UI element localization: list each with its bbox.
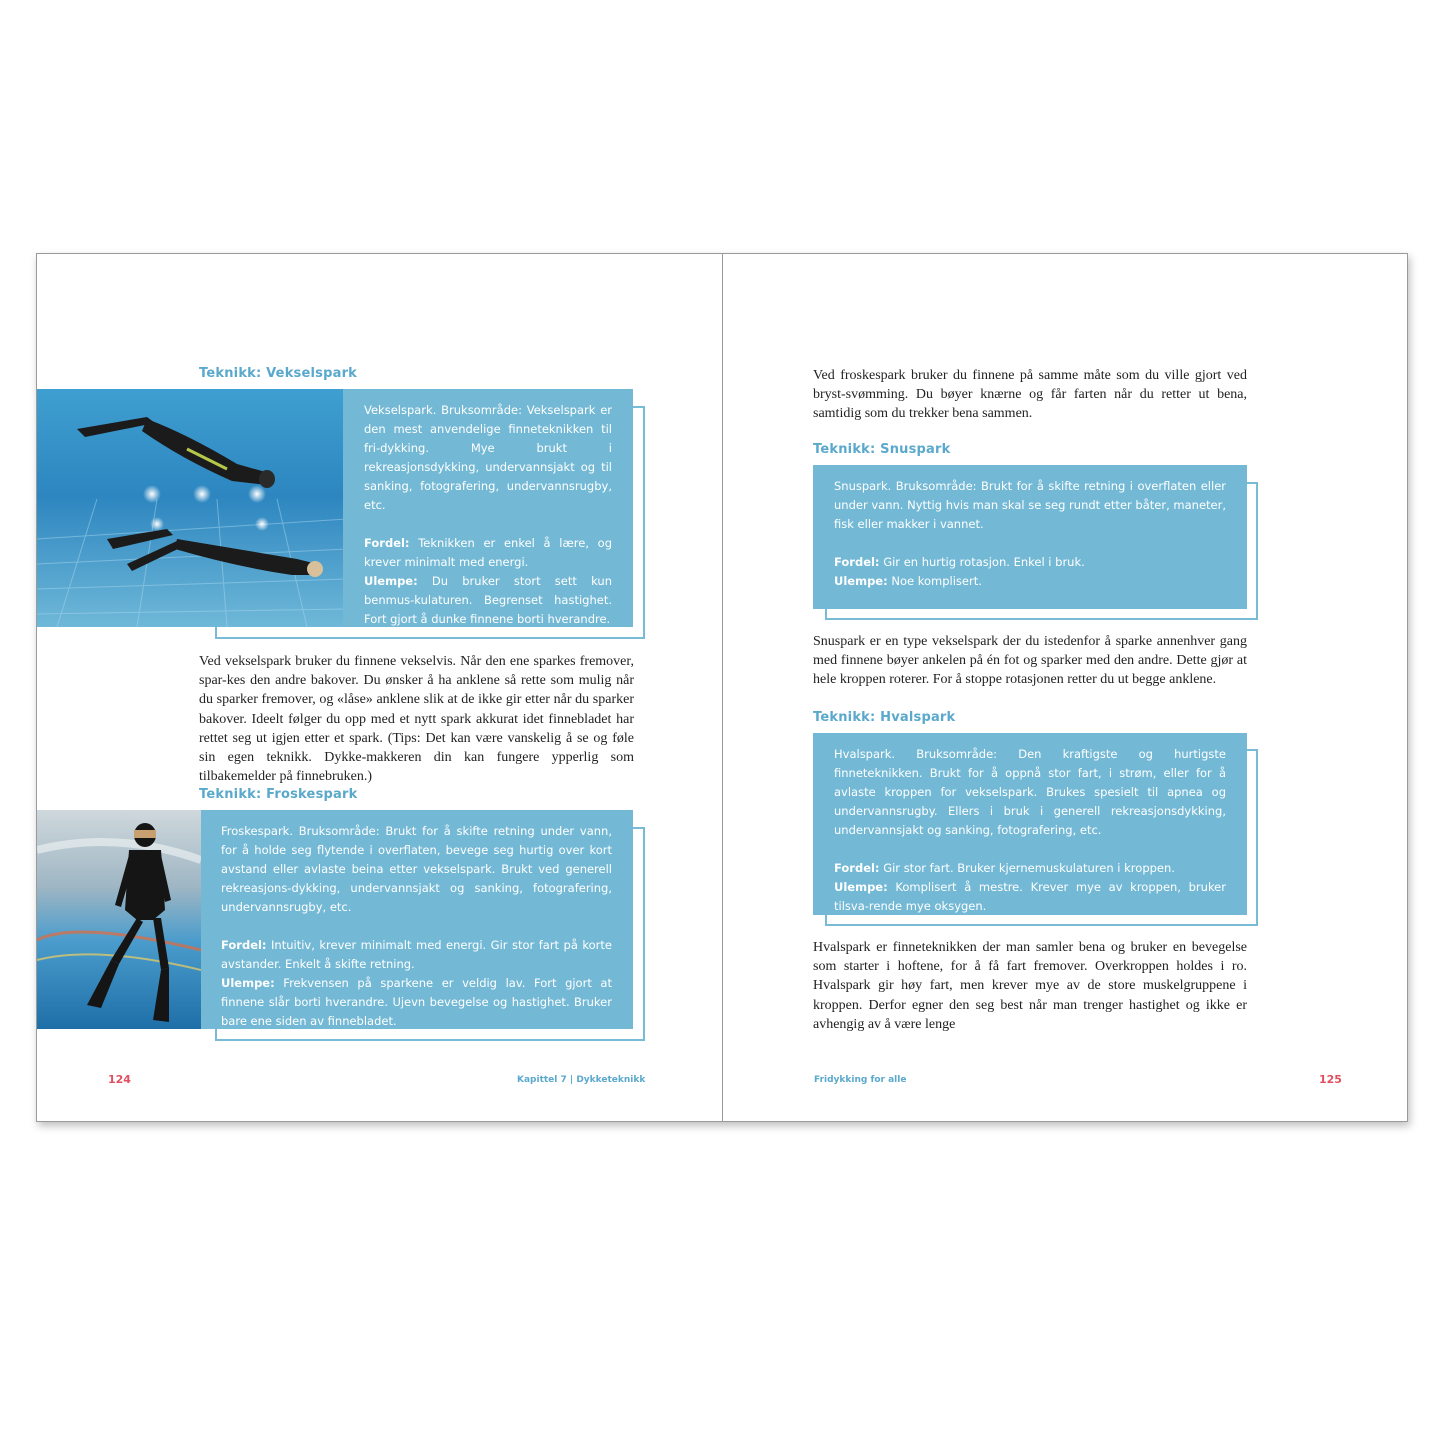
ulempe-label: Ulempe: bbox=[364, 574, 418, 588]
fordel-text: Gir en hurtig rotasjon. Enkel i bruk. bbox=[879, 555, 1085, 569]
fordel-text: Intuitiv, krever minimalt med energi. Gir stor fart på korte avstander. Enkelt å skifte retning. bbox=[221, 938, 612, 971]
hvalspark-fordel bbox=[834, 859, 1226, 878]
body-froskespark bbox=[813, 366, 1247, 424]
heading-snuspark: Teknikk: Snuspark bbox=[813, 442, 951, 457]
vekselspark-ulempe bbox=[364, 572, 612, 629]
fordel-label: Fordel: bbox=[221, 938, 267, 952]
info-box-snuspark bbox=[813, 465, 1247, 609]
fordel-text: Gir stor fart. Bruker kjernemuskulaturen i kroppen. bbox=[879, 861, 1175, 875]
ulempe-text: Frekvensen på sparkene er veldig lav. Fort gjort at finnene slår borti hverandre. Ujevn bevegelse og hastighet. Bruker bare ene siden av finnebladet. bbox=[221, 976, 612, 1028]
froskespark-ulempe bbox=[221, 974, 612, 1031]
page-number-left: 124 bbox=[108, 1073, 131, 1086]
fordel-text: Teknikken er enkel å lære, og krever minimalt med energi. bbox=[364, 536, 612, 569]
vekselspark-fordel bbox=[364, 534, 612, 572]
snuspark-fordel bbox=[834, 553, 1226, 572]
running-head-right: Fridykking for alle bbox=[814, 1075, 907, 1085]
standing-diver-illustration bbox=[37, 810, 201, 1029]
pool-divers-illustration bbox=[37, 389, 347, 627]
froskespark-fordel bbox=[221, 936, 612, 974]
fordel-label: Fordel: bbox=[834, 861, 880, 875]
vekselspark-intro: Vekselspark. Bruksområde: Vekselspark er den mest anvendelige finneteknikken til fri-dykking. Mye brukt i rekreasjonsdykking, undervannsjakt og til sanking, fotografering, undervannsrugby, etc. bbox=[364, 403, 612, 512]
info-box-vekselspark bbox=[343, 389, 633, 627]
body-hvalspark-paragraph: Hvalspark er finneteknikken der man samler bena og bruker en bevegelse som starter i hoftene, for å få fart fremover. Overkroppen holdes i ro. Hvalspark gir høy fart, men krever mye av de store muskelgruppene i kroppen. Derfor egner den seg best når man trenger hastighet og ikke er avhengig av å være lenge bbox=[813, 940, 1247, 1032]
snuspark-intro: Snuspark. Bruksområde: Brukt for å skifte retning i overflaten eller under vann. Nyttig hvis man skal se seg rundt etter båter, maneter, fisk eller makker i vannet. bbox=[834, 479, 1226, 531]
body-snuspark-paragraph: Snuspark er en type vekselspark der du istedenfor å sparke annenhver gang med finnene bøyer ankelen på én fot og sparker med den andre. Dette gjør at hele kroppen roterer. For å stoppe rotasjonen retter du ut begge anklene. bbox=[813, 634, 1247, 688]
info-box-froskespark bbox=[201, 810, 633, 1029]
page-number-right: 125 bbox=[1319, 1073, 1342, 1086]
body-vekselspark-paragraph: Ved vekselspark bruker du finnene vekselvis. Når den ene sparkes fremover, spar-kes den andre bakover. Du ønsker å ha anklene så rette som mulig når du sparker fremover, og «låse» anklene slik at de ikke gir etter når du sparker bakover. Ideelt følger du opp med et nytt spark akkurat idet finnebladet har rettet seg ut igjen etter et spark. (Tips: Det kan være vanskelig å se og føle sin egen teknikk. Dykke-makkeren din kan fungere ypperlig som tilbakemelder på finnebruken.) bbox=[199, 654, 634, 785]
left-page bbox=[37, 254, 722, 1121]
heading-vekselspark: Teknikk: Vekselspark bbox=[199, 366, 358, 381]
ulempe-text: Noe komplisert. bbox=[887, 574, 982, 588]
heading-froskespark: Teknikk: Froskespark bbox=[199, 787, 358, 802]
hvalspark-ulempe bbox=[834, 878, 1226, 916]
body-hvalspark bbox=[813, 938, 1247, 1034]
running-head-left: Kapittel 7 | Dykketeknikk bbox=[517, 1075, 646, 1085]
fordel-label: Fordel: bbox=[364, 536, 410, 550]
ulempe-text: Du bruker stort sett kun benmus-kulaturen. Begrenset hastighet. Fort gjort å dunke finnene borti hverandre. bbox=[364, 574, 612, 626]
froskespark-intro: Froskespark. Bruksområde: Brukt for å skifte retning under vann, for å holde seg flytende i overflaten, bevege seg hurtig over kort avstand eller avlaste beina etter vekselspark. Brukt ved generell rekreasjons-dykking, undervannsjakt og sanking, fotografering, undervannsrugby, etc. bbox=[221, 824, 612, 914]
body-vekselspark bbox=[199, 652, 634, 786]
body-snuspark bbox=[813, 632, 1247, 690]
ulempe-label: Ulempe: bbox=[834, 880, 888, 894]
book-spread bbox=[36, 253, 1408, 1122]
right-page bbox=[723, 254, 1408, 1121]
body-froskespark-paragraph: Ved froskespark bruker du finnene på samme måte som du ville gjort ved bryst-svømming. Du bøyer knærne og får farten når du retter ut bena, samtidig som du trekker bena sammen. bbox=[813, 368, 1247, 422]
ulempe-label: Ulempe: bbox=[834, 574, 888, 588]
hvalspark-intro: Hvalspark. Bruksområde: Den kraftigste og hurtigste finneteknikken. Brukt for å oppnå stor fart, i strøm, eller for å avlaste kroppen for vekselspark. Brukes spesielt til apnea og undervannsrugby. Ellers i bruk i generell rekreasjonsdykking, undervannsjakt og sanking, fotografering, etc. bbox=[834, 747, 1226, 837]
snuspark-ulempe bbox=[834, 572, 1226, 591]
info-box-hvalspark bbox=[813, 733, 1247, 915]
photo-froskespark-diver bbox=[37, 810, 201, 1029]
photo-vekselspark-divers bbox=[37, 389, 347, 627]
ulempe-label: Ulempe: bbox=[221, 976, 275, 990]
ulempe-text: Komplisert å mestre. Krever mye av kroppen, bruker tilsva-rende mye oksygen. bbox=[834, 880, 1226, 913]
heading-hvalspark: Teknikk: Hvalspark bbox=[813, 710, 956, 725]
fordel-label: Fordel: bbox=[834, 555, 880, 569]
